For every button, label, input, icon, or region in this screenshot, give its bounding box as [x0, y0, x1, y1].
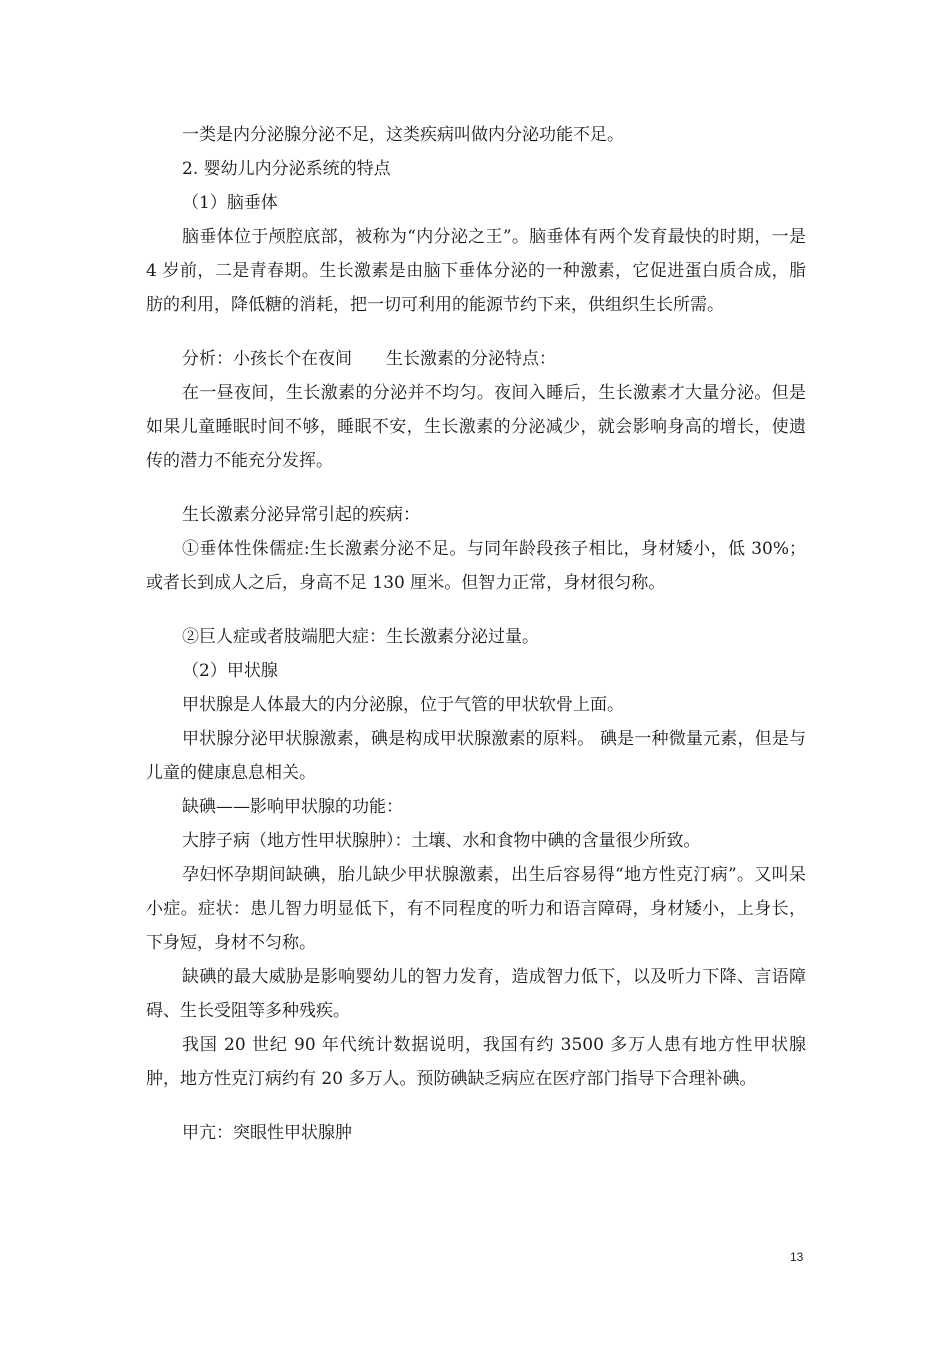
paragraph-thyroid-hormone-iodine: 甲状腺分泌甲状腺激素，碘是构成甲状腺激素的原料。 碘是一种微量元素，但是与儿童的健康息息相关。 [146, 729, 806, 783]
paragraph-pituitary: 脑垂体位于颅腔底部，被称为“内分泌之王”。脑垂体有两个发育最快的时期，一是 4 岁前，二是青春期。生长激素是由脑下垂体分泌的一种激素，它促进蛋白质合成，脂肪的利用，降低糖的消耗，把一切可利用的能源节约下来，供组织生长所需。 [146, 227, 806, 315]
subheading-thyroid: （2）甲状腺 [182, 661, 278, 681]
paragraph-thyroid-largest: 甲状腺是人体最大的内分泌腺，位于气管的甲状软骨上面。 [182, 695, 624, 715]
paragraph-pituitary-dwarfism: ①垂体性侏儒症:生长激素分泌不足。与同年龄段孩子相比，身材矮小，低 30%；或者长到成人之后，身高不足 130 厘米。但智力正常，身材很匀称。 [146, 539, 806, 593]
heading-growth-hormone-diseases: 生长激素分泌异常引起的疾病： [182, 505, 420, 525]
paragraph-hyperthyroidism: 甲亢：突眼性甲状腺肿 [182, 1123, 352, 1143]
page-number: 13 [790, 1250, 804, 1264]
paragraph-growth-hormone-night: 在一昼夜间，生长激素的分泌并不均匀。夜间入睡后，生长激素才大量分泌。但是如果儿童睡眠时间不够，睡眠不安，生长激素的分泌减少，就会影响身高的增长，使遗传的潜力不能充分发挥。 [146, 383, 806, 471]
document-body [146, 118, 806, 1150]
paragraph-endocrine-insufficiency: 一类是内分泌腺分泌不足，这类疾病叫做内分泌功能不足。 [182, 125, 624, 145]
paragraph-analysis: 分析：小孩长个在夜间 生长激素的分泌特点： [182, 349, 556, 369]
subheading-pituitary: （1）脑垂体 [182, 193, 278, 213]
paragraph-statistics: 我国 20 世纪 90 年代统计数据说明，我国有约 3500 多万人患有地方性甲状腺肿，地方性克汀病约有 20 多万人。预防碘缺乏病应在医疗部门指导下合理补碘。 [146, 1035, 806, 1089]
paragraph-gigantism: ②巨人症或者肢端肥大症：生长激素分泌过量。 [182, 627, 539, 647]
heading-iodine-deficiency: 缺碘——影响甲状腺的功能： [182, 797, 403, 817]
heading-infant-endocrine-features: 2. 婴幼儿内分泌系统的特点 [182, 159, 391, 179]
paragraph-iodine-threat: 缺碘的最大威胁是影响婴幼儿的智力发育，造成智力低下，以及听力下降、言语障碍、生长受阻等多种残疾。 [146, 967, 806, 1021]
paragraph-goiter: 大脖子病（地方性甲状腺肿）：土壤、水和食物中碘的含量很少所致。 [182, 831, 701, 851]
paragraph-cretinism: 孕妇怀孕期间缺碘，胎儿缺少甲状腺激素，出生后容易得“地方性克汀病”。又叫呆小症。症状：患儿智力明显低下，有不同程度的听力和语言障碍，身材矮小，上身长，下身短，身材不匀称。 [146, 865, 806, 953]
